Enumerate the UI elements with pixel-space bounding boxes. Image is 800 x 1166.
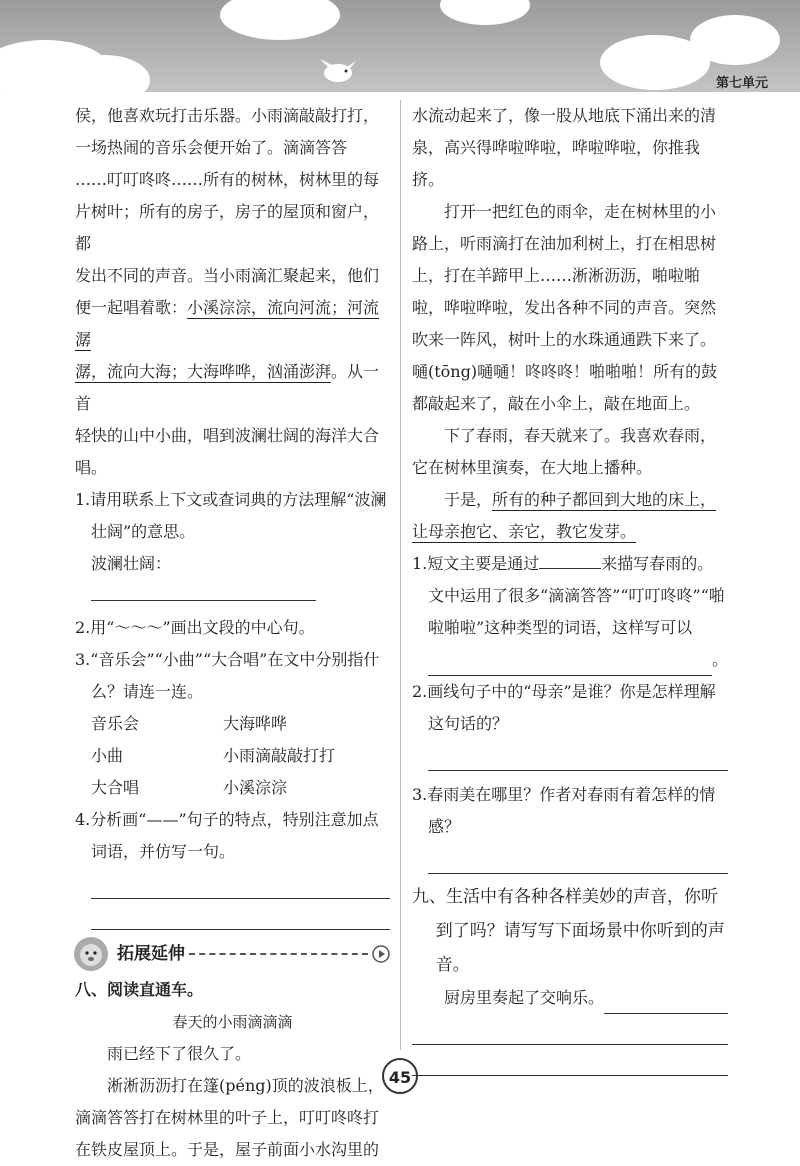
- underlined-sentence: 小溪淙淙，流向河流；河流潺: [75, 298, 380, 349]
- passage-line: 轻快的山中小曲，唱到波澜壮阔的海洋大合: [75, 426, 380, 445]
- passage-line: ……叮叮咚咚……所有的树林，树林里的每: [75, 170, 380, 189]
- story-paragraph: [412, 484, 728, 548]
- question-2: 2.画线句子中的“母亲”是谁？你是怎样理解这句话的？: [412, 682, 716, 733]
- underlined-sentence: 所有的种子都回到大地的床上，让母亲抱它、亲它，教它发芽。: [412, 490, 717, 541]
- extension-banner: [71, 934, 390, 974]
- passage-line: [75, 292, 390, 356]
- prompt-text: 厨房里奏起了交响乐。: [444, 988, 605, 1007]
- cloud-decoration: [690, 15, 780, 65]
- passage-line: 一场热闹的音乐会便开始了。滴滴答答: [75, 138, 348, 157]
- answer-line[interactable]: [412, 1045, 728, 1076]
- section-9-heading: 九、生活中有各种各样美妙的声音，你听到了吗？请写写下面场景中你听到的声音。: [412, 887, 725, 975]
- question-3: 3.“音乐会”“小曲”“大合唱”在文中分别指什么？请连一连。: [75, 650, 380, 701]
- cloud-decoration: [220, 0, 340, 40]
- passage-line: 唱。: [75, 458, 108, 477]
- story-paragraph: 打开一把红色的雨伞，走在树林里的小路上，听雨滴打在油加利树上，打在相思树上，打在羊蹄甲上……淅淅沥沥，啪啦啪啦，哗啦哗啦，发出各种不同的声音。突然吹来一阵风，树叶上的水珠通通跌下来了。嗵(tōng)嗵嗵！咚咚咚！啪啪啪！所有的鼓都敲起来了，敲在小伞上，敲在地面上。: [412, 202, 718, 413]
- underlined-sentence: 潺，流向大海；大海哗哗，汹涌澎湃: [75, 362, 332, 381]
- answer-blank[interactable]: [539, 552, 601, 569]
- passage-line: 片树叶；所有的房子，房子的屋顶和窗户，都: [75, 202, 380, 253]
- match-right-item[interactable]: 大海哗哗: [223, 714, 288, 733]
- answer-line[interactable]: [412, 1014, 728, 1045]
- story-paragraph: 雨已经下了很久了。: [107, 1044, 252, 1063]
- answer-blank[interactable]: [428, 659, 712, 676]
- unit-label: 第七单元: [715, 76, 768, 91]
- passage-text: 便一起唱着歌：: [75, 298, 188, 317]
- answer-line[interactable]: [91, 899, 390, 930]
- story-title: 春天的小雨滴滴滴: [172, 1013, 293, 1031]
- question-1: 1.请用联系上下文或查词典的方法理解“波澜壮阔”的意思。: [75, 490, 387, 541]
- match-left-item[interactable]: 音乐会: [91, 714, 140, 733]
- match-right-item[interactable]: 小溪淙淙: [223, 778, 288, 797]
- match-left-item[interactable]: 小曲: [91, 746, 124, 765]
- right-column: [412, 100, 728, 1076]
- cloud-decoration: [440, 0, 530, 25]
- play-arrow-icon: [372, 945, 390, 963]
- bird-icon: [316, 55, 360, 87]
- lion-mascot-icon: [71, 934, 111, 974]
- dashed-divider: [189, 953, 368, 955]
- passage-line: 侯，他喜欢玩打击乐器。小雨滴敲敲打打，: [75, 106, 380, 125]
- answer-blank[interactable]: [91, 584, 316, 601]
- match-right-item[interactable]: 小雨滴敲敲打打: [223, 746, 336, 765]
- passage-line: 发出不同的声音。当小雨滴汇聚起来，他们: [75, 266, 380, 285]
- story-paragraph: 水流动起来了，像一股从地底下涌出来的清泉，高兴得哗啦哗啦，哗啦哗啦，你推我挤。: [412, 106, 717, 189]
- answer-line[interactable]: [91, 868, 390, 899]
- story-text: 于是，: [444, 490, 493, 509]
- story-paragraph: 淅淅沥沥打在篷(péng)顶的波浪板上，滴滴答答打在树林里的叶子上，叮叮咚咚打在铁皮屋顶上。于是，屋子前面小水沟里的: [75, 1076, 384, 1159]
- left-column: [75, 100, 390, 1166]
- question-text: 来描写春雨的。文中运用了很多“滴滴答答”“叮叮咚咚”“啪啦啪啦”这种类型的词语，这样写可以: [428, 554, 725, 637]
- match-row: [91, 772, 390, 804]
- match-row: [91, 740, 390, 772]
- column-divider: [400, 100, 401, 1050]
- answer-line[interactable]: [428, 843, 728, 874]
- question-text: 1.短文主要是通过: [412, 554, 540, 573]
- answer-label: 波澜壮阔：: [91, 554, 172, 573]
- question-2: 2.用“～～～”画出文段的中心句。: [75, 618, 315, 637]
- match-exercise: [75, 708, 390, 804]
- question-1: [412, 548, 728, 644]
- answer-row: [75, 548, 390, 612]
- section-8-heading: 八、阅读直通车。: [75, 980, 204, 999]
- answer-blank[interactable]: [604, 997, 728, 1014]
- answer-line[interactable]: [428, 740, 728, 771]
- extension-title: 拓展延伸: [117, 944, 185, 964]
- question-4: 4.分析画“——”句子的特点，特别注意加点词语，并仿写一句。: [75, 810, 379, 861]
- match-left-item[interactable]: 大合唱: [91, 778, 140, 797]
- question-3: 3.春雨美在哪里？作者对春雨有着怎样的情感？: [412, 785, 716, 836]
- answer-row: [412, 982, 728, 1014]
- story-paragraph: 下了春雨，春天就来了。我喜欢春雨，它在树林里演奏，在大地上播种。: [412, 426, 717, 477]
- period: 。: [711, 650, 728, 669]
- passage-text: 。从一首: [75, 362, 380, 413]
- passage-line: [75, 356, 390, 420]
- page-number: 45: [382, 1058, 418, 1094]
- match-row: [91, 708, 390, 740]
- page-header: [0, 0, 800, 92]
- answer-row: [412, 644, 728, 676]
